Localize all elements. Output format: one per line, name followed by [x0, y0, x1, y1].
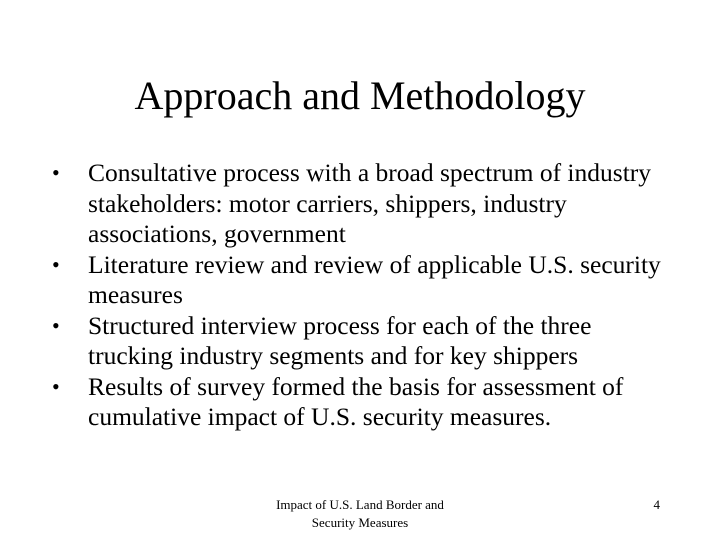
- bullet-list: [52, 158, 672, 433]
- bullet-item: [52, 372, 672, 433]
- page-number: 4: [653, 497, 660, 512]
- bullet-text: Structured interview process for each of the three trucking industry segments and for key shippers: [88, 310, 592, 370]
- bullet-text: Consultative process with a broad spectrum of industry stakeholders: motor carriers, shippers, industry associations, government: [88, 158, 652, 248]
- slide-title: Approach and Methodology: [134, 73, 586, 118]
- bullet-icon: •: [52, 160, 60, 185]
- bullet-icon: •: [52, 312, 60, 338]
- footer-line-2: Security Measures: [311, 515, 409, 530]
- bullet-item: [52, 250, 672, 311]
- bullet-item: [52, 311, 672, 372]
- footer-line-1: Impact of U.S. Land Border and: [276, 497, 444, 512]
- bullet-text: Literature review and review of applicable U.S. security measures: [88, 249, 661, 309]
- bullet-item: [52, 158, 672, 250]
- bullet-icon: •: [52, 251, 60, 277]
- bullet-text: Results of survey formed the basis for assessment of cumulative impact of U.S. security measures.: [88, 371, 624, 431]
- bullet-icon: •: [52, 373, 60, 399]
- footer-caption: [240, 496, 480, 532]
